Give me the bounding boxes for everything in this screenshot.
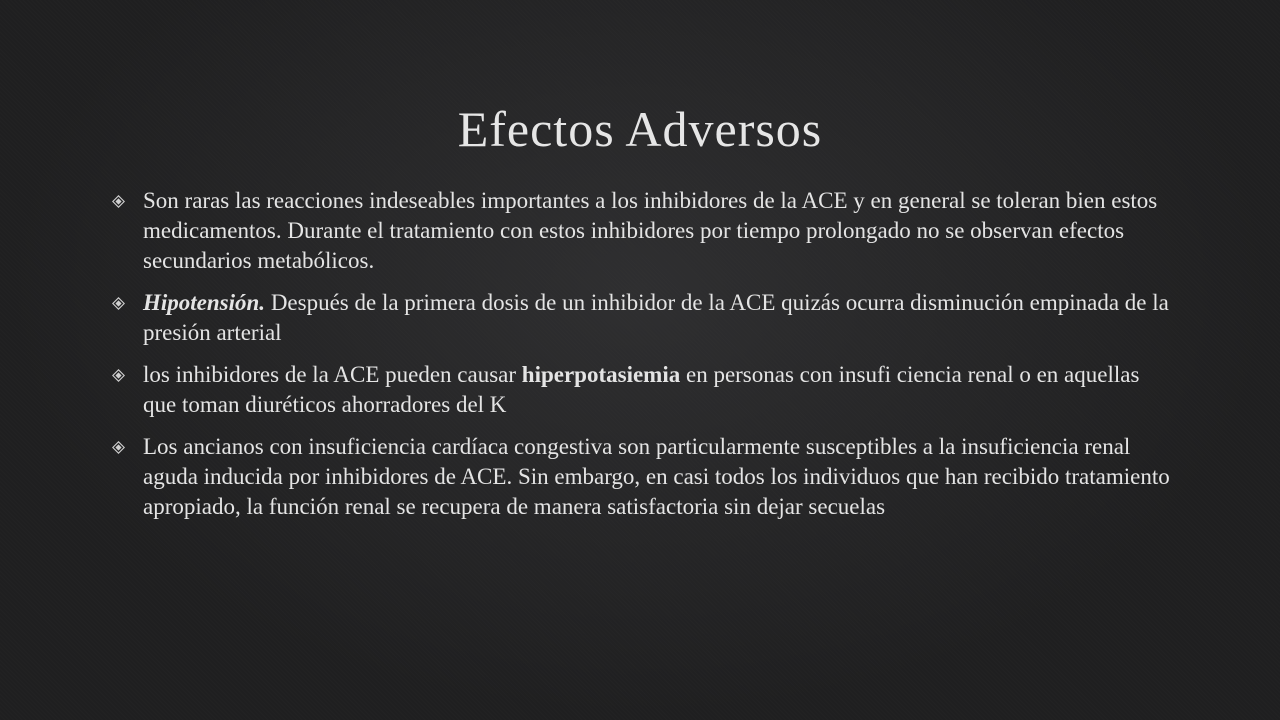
diamond-bullet-icon (112, 195, 125, 208)
bullet-text: Los ancianos con insuficiencia cardíaca congestiva son particularmente susceptibles a la insuficiencia renal aguda inducida por inhibidores de ACE. Sin embargo, en casi todos los individuos que han recibido tratamiento apropiado, la función renal se recupera de manera satisfactoria sin dejar secuelas (143, 434, 1170, 519)
bullet-item (112, 360, 1172, 420)
bullet-emphasis: Hipotensión. (143, 290, 266, 315)
bullet-emphasis: hiperpotasiemia (521, 362, 681, 387)
bullet-text-after: en personas con insufi ciencia renal o en aquellas que toman diuréticos ahorradores del K (143, 362, 1140, 417)
bullet-text-before: los inhibidores de la ACE pueden causar (143, 362, 522, 387)
bullet-text: Son raras las reacciones indeseables importantes a los inhibidores de la ACE y en general se toleran bien estos medicamentos. Durante el tratamiento con estos inhibidores por tiempo prolongado no se observan efectos secundarios metabólicos. (143, 188, 1158, 273)
diamond-bullet-icon (112, 441, 125, 454)
slide-title: Efectos Adversos (457, 101, 823, 157)
diamond-bullet-icon (112, 369, 125, 382)
bullet-list (112, 186, 1172, 534)
bullet-item (112, 186, 1172, 276)
bullet-item (112, 432, 1172, 522)
diamond-bullet-icon (112, 297, 125, 310)
bullet-item (112, 288, 1172, 348)
bullet-text: Después de la primera dosis de un inhibidor de la ACE quizás ocurra disminución empinada de la presión arterial (143, 290, 1169, 345)
